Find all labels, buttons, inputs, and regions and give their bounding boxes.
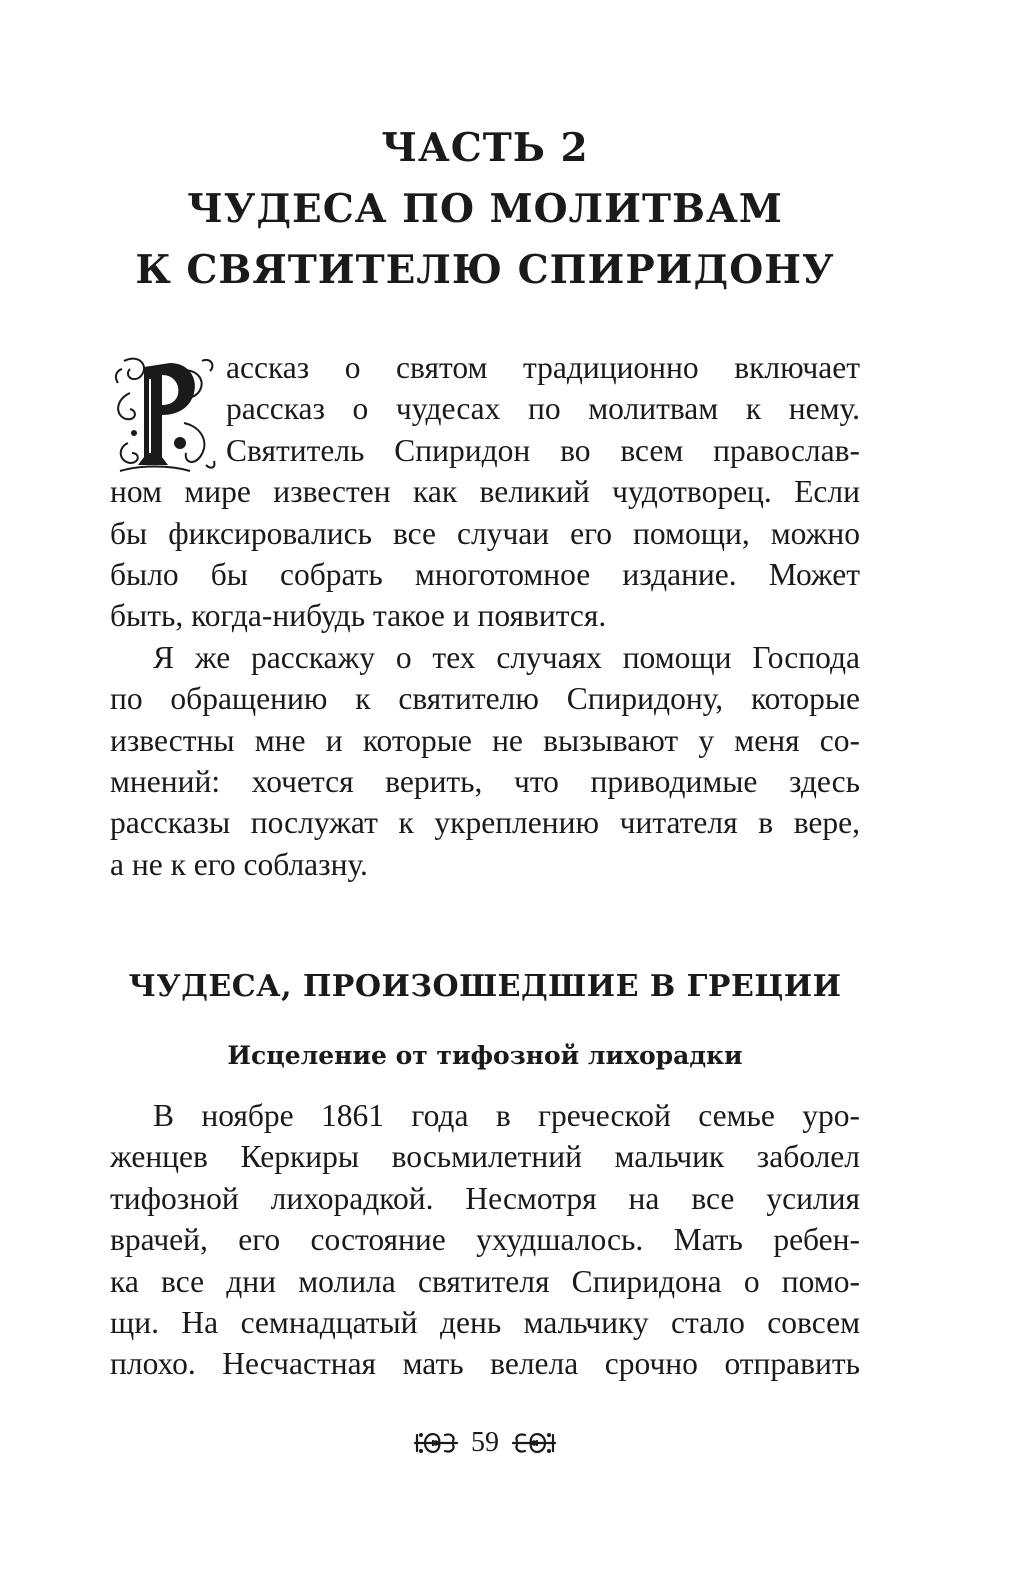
subsection-title: Исцеление от тифозной лихорадки bbox=[227, 1041, 743, 1070]
text-line: ном мире известен как великий чудотворец. Если bbox=[110, 474, 860, 510]
text-line: рассказы послужат к укреплению читателя в вере, bbox=[110, 805, 860, 841]
section-title: ЧУДЕСА, ПРОИЗОШЕДШИЕ В ГРЕЦИИ bbox=[128, 969, 842, 1004]
text-line: ассказ о святом традиционно включает bbox=[226, 350, 860, 385]
ornate-dropcap bbox=[110, 353, 218, 475]
intro-paragraph-2 bbox=[110, 637, 860, 885]
ornament-right-icon bbox=[509, 1425, 559, 1461]
section-paragraph-1 bbox=[110, 1095, 860, 1385]
text-line: рассказ о чудесах по молитвам к нему. bbox=[226, 391, 860, 427]
part-title-line-3: К СВЯТИТЕЛЮ СПИРИДОНУ bbox=[135, 247, 835, 293]
text-line: врачей, его состояние ухудшалось. Мать ребен- bbox=[110, 1222, 860, 1258]
part-title-line-1: ЧАСТЬ 2 bbox=[381, 125, 589, 171]
text-line: бы фиксировались все случаи его помощи, можно bbox=[110, 515, 860, 551]
text-line: известны мне и которые не вызывают у меня со- bbox=[110, 722, 860, 758]
page-footer bbox=[110, 1418, 860, 1468]
text-line: по обращению к святителю Спиридону, которые bbox=[110, 681, 860, 717]
text-line: Я же расскажу о тех случаях помощи Господа bbox=[153, 639, 860, 675]
part-title bbox=[110, 118, 860, 301]
intro-paragraph-1 bbox=[110, 347, 860, 637]
ornament-left-icon bbox=[411, 1425, 461, 1461]
text-line: было бы собрать многотомное издание. Может bbox=[110, 556, 860, 592]
text-line: женцев Керкиры восьмилетний мальчик заболел bbox=[110, 1139, 860, 1175]
text-line: плохо. Несчастная мать велела срочно отправить bbox=[110, 1346, 860, 1382]
intro-text bbox=[110, 347, 860, 885]
text-line: быть, когда-нибудь такое и появится. bbox=[110, 598, 607, 634]
text-line: мнений: хочется верить, что приводимые здесь bbox=[110, 763, 860, 799]
text-line: Святитель Спиридон во всем православ- bbox=[226, 432, 860, 468]
text-line: щи. На семнадцатый день мальчику стало совсем bbox=[110, 1304, 860, 1340]
part-title-line-2: ЧУДЕСА ПО МОЛИТВАМ bbox=[187, 186, 783, 232]
page-number: 59 bbox=[471, 1427, 499, 1458]
text-line: а не к его соблазну. bbox=[110, 846, 368, 882]
text-line: тифозной лихорадкой. Несмотря на все усилия bbox=[110, 1180, 860, 1216]
text-line: ка все дни молила святителя Спиридона о помо- bbox=[110, 1263, 860, 1299]
text-line: В ноябре 1861 года в греческой семье уро- bbox=[153, 1098, 860, 1133]
